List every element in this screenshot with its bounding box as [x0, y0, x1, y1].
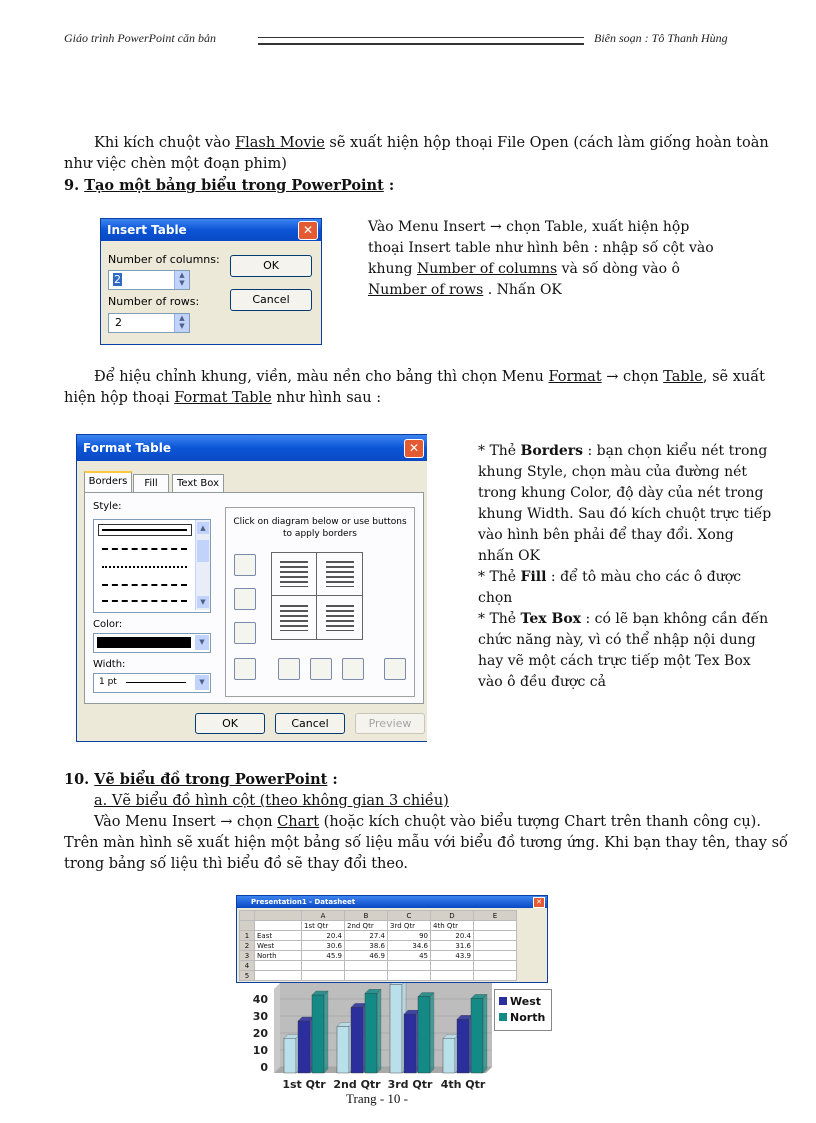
width-sample-line: [126, 682, 186, 683]
chart-picture: [232, 893, 552, 1093]
header-divider: [258, 37, 584, 45]
dash-dot-dot-line-style[interactable]: [102, 600, 187, 602]
data-cell[interactable]: [431, 961, 474, 971]
y-tick-label: 10: [252, 1044, 268, 1057]
style-list[interactable]: [93, 519, 211, 613]
inside-horizontal-border-icon[interactable]: [234, 588, 256, 610]
number-of-columns-term: Number of columns: [416, 261, 558, 277]
bar-north: [365, 993, 377, 1073]
diagonal-up-border-icon[interactable]: [234, 658, 256, 680]
borders-term: Borders: [520, 443, 584, 459]
chevron-down-icon[interactable]: ▼: [195, 635, 209, 650]
diagram-vline: [316, 553, 317, 639]
text: * Thẻ: [478, 569, 521, 585]
data-cell[interactable]: 31.6: [431, 941, 474, 951]
row-number[interactable]: 5: [240, 971, 255, 981]
text-line: khung Style, chọn màu của đường nét: [478, 464, 747, 480]
datasheet-row: [240, 951, 517, 961]
section-9-heading: [64, 175, 394, 196]
width-label: Width:: [93, 659, 126, 670]
bar-north: [471, 998, 483, 1073]
series-label[interactable]: [255, 971, 302, 981]
color-label: Color:: [93, 619, 123, 630]
column-header[interactable]: 3rd Qtr: [388, 921, 431, 931]
chart-paragraph: [94, 812, 761, 833]
right-border-icon[interactable]: [342, 658, 364, 680]
text-line: chọn: [478, 590, 513, 606]
top-border-icon[interactable]: [234, 554, 256, 576]
datasheet-row: [240, 971, 517, 981]
tab-text-box[interactable]: Text Box: [172, 474, 224, 492]
series-label[interactable]: East: [255, 931, 302, 941]
y-tick-label: 20: [252, 1027, 268, 1040]
format-paragraph: [94, 367, 765, 388]
style-scrollbar[interactable]: [195, 520, 210, 610]
data-cell[interactable]: 30.6: [302, 941, 345, 951]
empty-cell[interactable]: [474, 961, 517, 971]
column-header[interactable]: 4th Qtr: [431, 921, 474, 931]
text: * Thẻ: [478, 443, 521, 459]
flash-paragraph-line2: như việc chèn một đoạn phim): [64, 156, 287, 172]
datasheet-window: [236, 895, 548, 983]
text-line: nhấn OK: [478, 548, 541, 564]
column-header-row: [240, 921, 517, 931]
color-dropdown[interactable]: [93, 633, 211, 653]
data-cell[interactable]: [345, 971, 388, 981]
datasheet-row: [240, 931, 517, 941]
text: , sẽ xuất: [702, 369, 765, 385]
corner-cell[interactable]: [240, 911, 255, 921]
tab-fill[interactable]: Fill: [133, 474, 169, 492]
diagram-hint: Click on diagram below or use buttons to apply borders: [233, 517, 407, 539]
bar-east: [443, 1038, 455, 1073]
x-tick-label: 3rd Qtr: [387, 1078, 433, 1091]
data-cell[interactable]: [345, 961, 388, 971]
preview-button[interactable]: Preview: [355, 713, 425, 734]
insert-description: [368, 217, 714, 301]
bar-side-north: [377, 989, 381, 1073]
dialog-title: Insert Table: [107, 223, 187, 237]
text-line: vào hình bên phải để thay đổi. Xong: [478, 527, 734, 543]
diagram-hline: [272, 595, 362, 596]
rows-value: 2: [115, 316, 122, 329]
section-title: Vẽ biểu đồ trong PowerPoint: [94, 771, 328, 788]
format-table-dialog: [76, 434, 427, 742]
cancel-button[interactable]: Cancel: [230, 289, 312, 311]
bar-west: [457, 1019, 469, 1073]
data-cell[interactable]: 20.4: [431, 931, 474, 941]
column-letter-row: [240, 911, 517, 921]
width-dropdown[interactable]: [93, 673, 211, 693]
bar-east: [390, 985, 402, 1073]
bar-east: [284, 1038, 296, 1073]
dash-dot-line-style[interactable]: [102, 584, 187, 586]
chart-term: Chart: [277, 814, 320, 830]
chevron-down-icon[interactable]: ▼: [195, 675, 209, 690]
format-paragraph-line2: [64, 388, 381, 409]
style-label: Style:: [93, 501, 122, 512]
spin-arrows-icon[interactable]: ▲ ▼: [174, 314, 189, 332]
format-table-term: Format Table: [174, 390, 272, 406]
text: Vào Menu Insert → chọn: [94, 814, 278, 830]
text-line: [368, 259, 714, 280]
columns-stepper[interactable]: [108, 270, 190, 290]
column-letter[interactable]: C: [388, 911, 431, 921]
table-preview-diagram[interactable]: [271, 552, 363, 640]
close-icon[interactable]: ✕: [298, 221, 318, 240]
x-tick-label: 1st Qtr: [282, 1078, 326, 1091]
table-term: Table: [663, 369, 703, 385]
header-right: Biên soạn : Tô Thanh Hùng: [594, 31, 728, 45]
column-letter[interactable]: B: [345, 911, 388, 921]
solid-line-style[interactable]: [102, 529, 187, 531]
text: : để tô màu cho các ô được: [546, 569, 742, 585]
row-label-header[interactable]: [255, 911, 302, 921]
inside-vertical-border-icon[interactable]: [310, 658, 332, 680]
close-icon[interactable]: ✕: [404, 439, 424, 458]
bar-east: [337, 1026, 349, 1073]
text-line: trong khung Color, độ dày của nét trong: [478, 485, 764, 501]
x-tick-label: 2nd Qtr: [333, 1078, 381, 1091]
section-number: 9.: [64, 177, 85, 194]
legend-label: West: [510, 995, 542, 1008]
flash-paragraph: [94, 133, 769, 154]
text: :: [327, 771, 338, 788]
cancel-button[interactable]: Cancel: [275, 713, 345, 734]
fill-term: Fill: [520, 569, 547, 585]
datasheet-title: Presentation1 - Datasheet: [251, 898, 356, 906]
cell-text-lines: [326, 605, 354, 631]
text-line: [478, 441, 771, 462]
data-cell[interactable]: 90: [388, 931, 431, 941]
bar-north: [312, 995, 324, 1073]
columns-label: Number of columns:: [108, 253, 220, 266]
text: Khi kích chuột vào: [94, 135, 236, 151]
empty-cell[interactable]: [474, 941, 517, 951]
data-cell[interactable]: [388, 971, 431, 981]
text-line: vào ô đều được cả: [478, 674, 606, 690]
text: : có lẽ bạn không cần đến: [581, 611, 769, 627]
text: như hình sau :: [271, 390, 382, 406]
series-label[interactable]: West: [255, 941, 302, 951]
flash-movie-term: Flash Movie: [235, 135, 325, 151]
empty-cell[interactable]: [474, 951, 517, 961]
legend-label: North: [510, 1011, 546, 1024]
format-description: [478, 441, 771, 693]
subsection-title: a. Vẽ biểu đồ hình cột (theo không gian 3 chiều): [94, 793, 449, 809]
text-line: [368, 280, 714, 301]
scroll-down-icon[interactable]: ▼: [197, 596, 209, 608]
row-label-header[interactable]: [255, 921, 302, 931]
chart-paragraph-line2: Trên màn hình sẽ xuất hiện một bảng số liệu mẫu với biểu đồ tương ứng. Khi bạn thay tên, thay số: [64, 835, 788, 851]
datasheet-table[interactable]: [239, 910, 517, 981]
text: → chọn: [601, 369, 664, 385]
scroll-up-icon[interactable]: ▲: [197, 522, 209, 534]
text: Để hiệu chỉnh khung, viền, màu nền cho bảng thì chọn Menu: [94, 369, 549, 385]
bar-west: [351, 1007, 363, 1073]
data-cell[interactable]: 34.6: [388, 941, 431, 951]
y-tick-label: 30: [252, 1010, 268, 1023]
dialog-titlebar: [101, 219, 321, 241]
chart-side-wall: [274, 983, 280, 1073]
chart-legend: [494, 989, 552, 1031]
column-header[interactable]: 2nd Qtr: [345, 921, 388, 931]
chart-paragraph-line3: trong bảng số liệu thì biểu đồ sẽ thay đổi theo.: [64, 856, 409, 872]
legend-swatch: [499, 1013, 507, 1021]
text-line: thoại Insert table như hình bên : nhập số cột vào: [368, 240, 714, 256]
tex-box-term: Tex Box: [520, 611, 582, 627]
data-cell[interactable]: 27.4: [345, 931, 388, 941]
bar-side-north: [430, 993, 434, 1074]
header-left: Giáo trình PowerPoint căn bản: [64, 31, 216, 45]
text: và số dòng vào ô: [557, 261, 680, 277]
cell-text-lines: [280, 605, 308, 631]
border-diagram-region: [225, 507, 415, 697]
text: * Thẻ: [478, 611, 521, 627]
columns-value: 2: [114, 273, 121, 286]
data-cell[interactable]: 46.9: [345, 951, 388, 961]
column-letter[interactable]: E: [474, 911, 517, 921]
text: sẽ xuất hiện hộp thoại File Open (cách làm giống hoàn toàn: [324, 135, 769, 151]
bar-west: [404, 1014, 416, 1073]
legend-swatch: [499, 997, 507, 1005]
datasheet-titlebar: [237, 896, 547, 908]
text: hiện hộp thoại: [64, 390, 175, 406]
spin-arrows-icon[interactable]: ▲ ▼: [174, 271, 189, 289]
column-letter[interactable]: D: [431, 911, 474, 921]
data-cell[interactable]: 38.6: [345, 941, 388, 951]
tab-borders[interactable]: Borders: [84, 471, 132, 493]
color-swatch: [97, 637, 191, 648]
page-number: Trang - 10 -: [346, 1091, 408, 1106]
cell-text-lines: [326, 561, 354, 587]
datasheet-row: [240, 961, 517, 971]
text: khung: [368, 261, 417, 277]
bottom-border-icon[interactable]: [234, 622, 256, 644]
data-cell[interactable]: [431, 971, 474, 981]
data-cell[interactable]: [388, 961, 431, 971]
data-cell[interactable]: 43.9: [431, 951, 474, 961]
text-line: [478, 609, 771, 630]
borders-panel: [84, 492, 424, 704]
text-line: khung Width. Sau đó kích chuột trực tiếp: [478, 506, 772, 522]
legend-item-north: [499, 1011, 545, 1024]
ok-button[interactable]: OK: [195, 713, 265, 734]
diagonal-down-border-icon[interactable]: [384, 658, 406, 680]
row-number[interactable]: 1: [240, 931, 255, 941]
bar-west: [298, 1021, 310, 1073]
data-cell[interactable]: [302, 961, 345, 971]
empty-cell[interactable]: [474, 971, 517, 981]
row-number[interactable]: 2: [240, 941, 255, 951]
subsection-heading: [94, 791, 449, 812]
y-tick-label: 40: [252, 993, 268, 1006]
cell-text-lines: [280, 561, 308, 587]
width-value: 1 pt: [99, 677, 117, 687]
insert-table-dialog: [100, 218, 322, 345]
x-tick-label: 4th Qtr: [440, 1078, 486, 1091]
dialog-title: Format Table: [83, 441, 171, 455]
bar-north: [418, 997, 430, 1074]
left-border-icon[interactable]: [278, 658, 300, 680]
series-label[interactable]: North: [255, 951, 302, 961]
data-cell[interactable]: [302, 971, 345, 981]
format-term: Format: [548, 369, 602, 385]
text: :: [383, 177, 395, 194]
data-cell[interactable]: 20.4: [302, 931, 345, 941]
rows-label: Number of rows:: [108, 295, 200, 308]
text: . Nhấn OK: [483, 282, 562, 298]
empty-cell[interactable]: [474, 931, 517, 941]
dotted-line-style[interactable]: [102, 566, 187, 568]
text-line: chức năng này, vì có thể nhập nội dung: [478, 632, 756, 648]
text-line: Vào Menu Insert → chọn Table, xuất hiện hộp: [368, 219, 690, 235]
row-number[interactable]: 3: [240, 951, 255, 961]
scroll-thumb[interactable]: [197, 540, 209, 562]
dashed-line-style[interactable]: [102, 548, 187, 550]
corner-cell[interactable]: [240, 921, 255, 931]
text-line: [478, 567, 771, 588]
y-tick-label: 0: [260, 1061, 268, 1074]
data-cell[interactable]: 45.9: [302, 951, 345, 961]
data-cell[interactable]: 45: [388, 951, 431, 961]
legend-item-west: [499, 995, 541, 1008]
section-number: 10.: [64, 771, 95, 788]
bar-side-north: [324, 991, 328, 1073]
ok-button[interactable]: OK: [230, 255, 312, 277]
datasheet-row: [240, 941, 517, 951]
series-label[interactable]: [255, 961, 302, 971]
dialog-titlebar: [77, 435, 427, 461]
section-title: Tạo một bảng biểu trong PowerPoint: [84, 177, 384, 194]
column-letter[interactable]: A: [302, 911, 345, 921]
column-header[interactable]: 1st Qtr: [302, 921, 345, 931]
empty-cell[interactable]: [474, 921, 517, 931]
section-10-heading: [64, 769, 338, 790]
close-icon[interactable]: ✕: [533, 897, 545, 908]
row-number[interactable]: 4: [240, 961, 255, 971]
rows-stepper[interactable]: [108, 313, 190, 333]
bar-side-north: [483, 994, 487, 1073]
text: : bạn chọn kiểu nét trong: [583, 443, 768, 459]
number-of-rows-term: Number of rows: [368, 282, 484, 298]
text-line: hay vẽ một cách trực tiếp một Tex Box: [478, 653, 751, 669]
text: (hoặc kích chuột vào biểu tượng Chart trên thanh công cụ).: [319, 814, 761, 830]
